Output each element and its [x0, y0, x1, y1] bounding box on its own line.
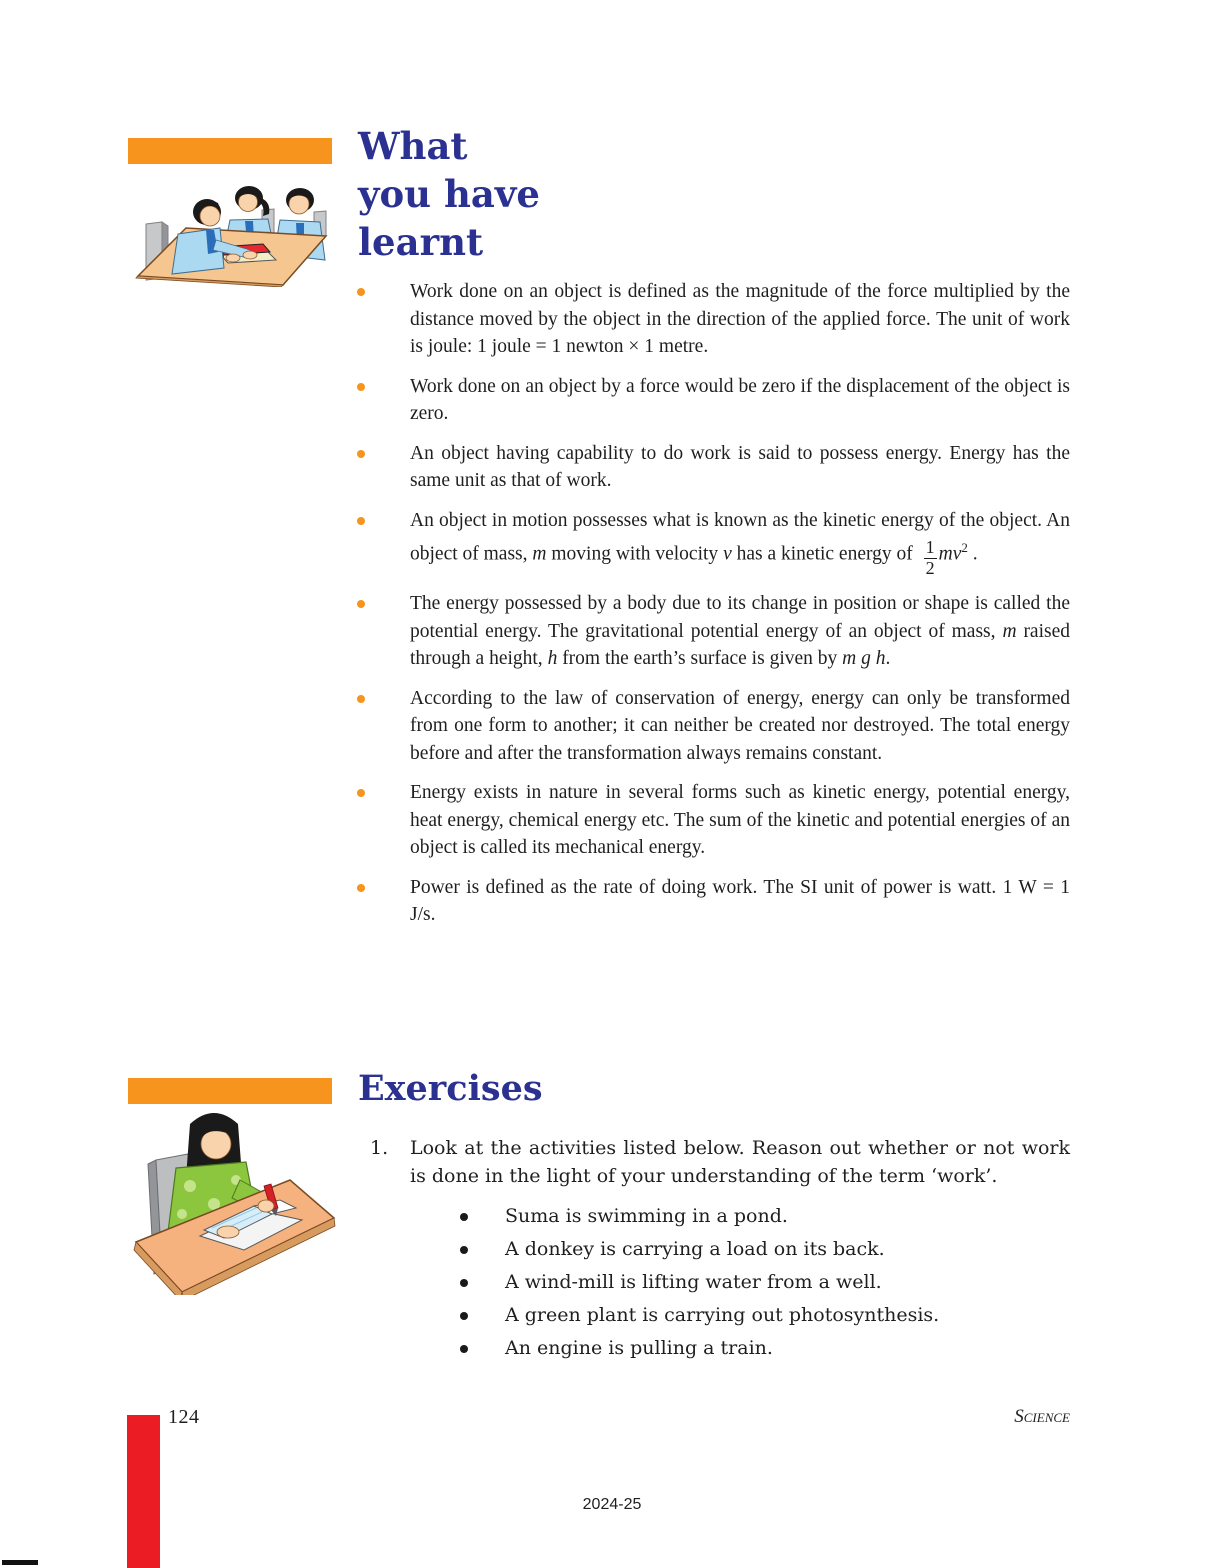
- section-accent-bar-exercises: [128, 1078, 332, 1104]
- girl-writing-illustration: [128, 1110, 338, 1295]
- exercise-sub-bullet: A wind-mill is lifting water from a well.: [370, 1268, 1070, 1296]
- learnt-heading-line1: What: [358, 124, 468, 168]
- learnt-bullet-item: Work done on an object by a force would be zero if the displacement of the object is zero.: [355, 373, 1070, 428]
- section-accent-bar: [128, 138, 332, 164]
- exercise-sub-bullet: An engine is pulling a train.: [370, 1334, 1070, 1362]
- exercises-heading: Exercises: [358, 1068, 543, 1109]
- exercise-1: [370, 1134, 1070, 1367]
- exercise-sublist: [370, 1202, 1070, 1362]
- learnt-bullet-item: Work done on an object is defined as the magnitude of the force multiplied by the distance moved by the object in the direction of the applied force. The unit of work is joule: 1 joule = 1 newton × 1 metre.: [355, 278, 1070, 361]
- exercise-number: 1.: [370, 1137, 389, 1159]
- learnt-bullet-item: An object in motion possesses what is known as the kinetic energy of the object. An object of mass, m moving with velocity v has a kinetic energy of $\frac{1}{2}$ $mv^2$ .: [355, 507, 1070, 579]
- science-label: Science: [1014, 1406, 1070, 1427]
- red-spine-bar: [127, 1415, 160, 1568]
- exercise-sub-bullet: A green plant is carrying out photosynthesis.: [370, 1301, 1070, 1329]
- year-label: 2024-25: [582, 1496, 642, 1513]
- learnt-heading-line3: learnt: [358, 220, 484, 264]
- students-discussion-illustration: [128, 172, 333, 287]
- learnt-bullet-item: An object having capability to do work is said to possess energy. Energy has the same unit as that of work.: [355, 440, 1070, 495]
- learnt-bullet-item: Energy exists in nature in several forms such as kinetic energy, potential energy, heat energy, chemical energy etc. The sum of the kinetic and potential energies of an object is called its mechanical energy.: [355, 779, 1070, 862]
- fraction: $\frac{1}{2}$: [925, 536, 935, 578]
- page-number: 124: [168, 1406, 200, 1428]
- exercise-question: Look at the activities listed below. Reason out whether or not work is done in the light of your understanding of the term ‘work’.: [410, 1137, 1070, 1187]
- learnt-bullet-item: According to the law of conservation of energy, energy can only be transformed from one form to another; it can neither be created nor destroyed. The total energy before and after the transformation always remains constant.: [355, 685, 1070, 768]
- learnt-list: [355, 278, 1070, 941]
- learnt-heading: [358, 122, 540, 266]
- learnt-bullet-item: The energy possessed by a body due to its change in position or shape is called the potential energy. The gravitational potential energy of an object of mass, m raised through a height, h from the earth’s surface is given by m g h.: [355, 590, 1070, 673]
- learnt-bullet-item: Power is defined as the rate of doing work. The SI unit of power is watt. 1 W = 1 J/s.: [355, 874, 1070, 929]
- exercise-sub-bullet: Suma is swimming in a pond.: [370, 1202, 1070, 1230]
- learnt-heading-line2: you have: [358, 172, 540, 216]
- exercise-sub-bullet: A donkey is carrying a load on its back.: [370, 1235, 1070, 1263]
- corner-mark: [2, 1560, 38, 1565]
